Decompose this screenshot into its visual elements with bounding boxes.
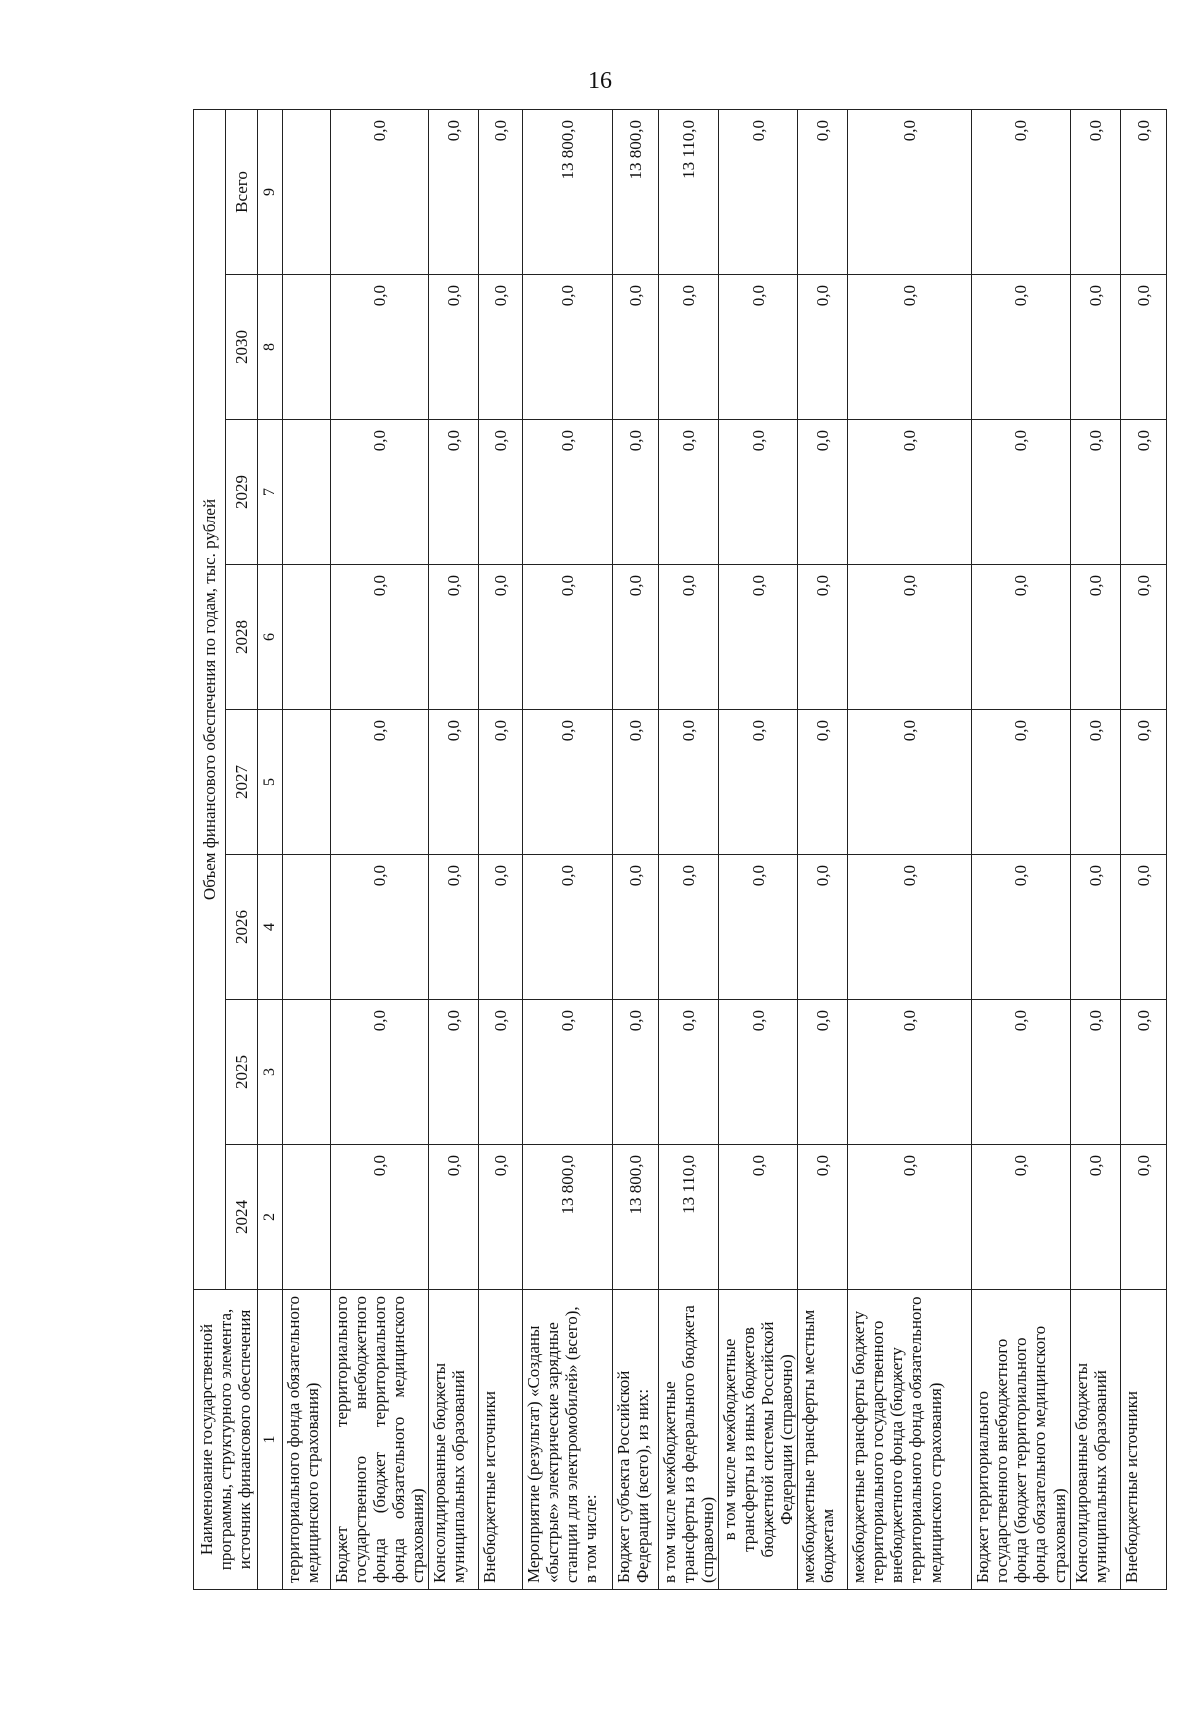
year-value-cell: 0,0 <box>1120 855 1166 1000</box>
year-value-cell: 0,0 <box>1070 855 1120 1000</box>
year-value-cell: 0,0 <box>848 1145 972 1290</box>
column-number: 7 <box>258 420 283 565</box>
year-value-cell: 0,0 <box>1120 565 1166 710</box>
rotated-table-frame <box>193 110 1153 1590</box>
column-number: 2 <box>258 1145 283 1290</box>
year-value-cell: 0,0 <box>429 855 479 1000</box>
name-column-header: Наименование государственной программы, структурного элемента, источник финансового обеспечения <box>194 1290 258 1590</box>
row-name: Бюджет территориального государственного внебюджетного фонда (бюджет территориального фонда обязательного медицинского страхования) <box>972 1290 1070 1590</box>
year-value-cell: 0,0 <box>848 565 972 710</box>
year-value-cell: 0,0 <box>331 710 429 855</box>
column-number: 9 <box>258 109 283 274</box>
year-header: 2024 <box>226 1145 258 1290</box>
year-value-cell: 0,0 <box>331 1000 429 1145</box>
row-name: Внебюджетные источники <box>479 1290 523 1590</box>
year-value-cell: 0,0 <box>1120 275 1166 420</box>
year-value-cell: 0,0 <box>429 565 479 710</box>
year-value-cell <box>283 855 331 1000</box>
year-value-cell <box>283 1145 331 1290</box>
year-header: 2027 <box>226 710 258 855</box>
total-cell: 0,0 <box>429 109 479 274</box>
year-value-cell: 0,0 <box>523 420 613 565</box>
financing-table <box>193 109 1167 1590</box>
row-name: межбюджетные трансферты местным бюджетам <box>798 1290 848 1590</box>
year-value-cell: 0,0 <box>798 855 848 1000</box>
year-value-cell: 0,0 <box>719 420 798 565</box>
row-name: Бюджет территориального государственного внебюджетного фонда (бюджет территориального фонда обязательного медицинского страхования) <box>331 1290 429 1590</box>
year-value-cell: 0,0 <box>719 710 798 855</box>
column-number: 8 <box>258 275 283 420</box>
year-value-cell: 0,0 <box>479 275 523 420</box>
year-value-cell: 0,0 <box>798 565 848 710</box>
year-header: 2029 <box>226 420 258 565</box>
total-cell: 0,0 <box>479 109 523 274</box>
total-cell: 13 800,0 <box>613 109 659 274</box>
year-value-cell: 0,0 <box>613 1000 659 1145</box>
year-value-cell: 0,0 <box>848 855 972 1000</box>
year-value-cell: 0,0 <box>659 420 719 565</box>
volume-header: Объем финансового обеспечения по годам, тыс. рублей <box>194 109 226 1289</box>
year-value-cell: 0,0 <box>972 855 1070 1000</box>
year-value-cell: 0,0 <box>659 710 719 855</box>
year-value-cell: 0,0 <box>429 1145 479 1290</box>
year-value-cell: 0,0 <box>479 565 523 710</box>
row-name: Консолидированные бюджеты муниципальных образований <box>429 1290 479 1590</box>
total-cell <box>283 109 331 274</box>
year-value-cell: 0,0 <box>659 1000 719 1145</box>
year-value-cell: 0,0 <box>429 710 479 855</box>
year-value-cell: 0,0 <box>331 275 429 420</box>
year-value-cell: 0,0 <box>331 1145 429 1290</box>
column-number: 6 <box>258 565 283 710</box>
year-value-cell: 0,0 <box>659 275 719 420</box>
column-number: 4 <box>258 855 283 1000</box>
year-value-cell: 0,0 <box>613 275 659 420</box>
row-name: межбюджетные трансферты бюджету территориального государственного внебюджетного фонда (бюджету территориального фонда обязательного медицинского страхования) <box>848 1290 972 1590</box>
year-header: 2026 <box>226 855 258 1000</box>
year-value-cell: 0,0 <box>972 565 1070 710</box>
year-value-cell: 0,0 <box>848 1000 972 1145</box>
year-value-cell: 0,0 <box>719 565 798 710</box>
table-row <box>429 109 479 1589</box>
year-value-cell: 0,0 <box>479 855 523 1000</box>
table-row <box>972 109 1070 1589</box>
year-value-cell: 13 800,0 <box>523 1145 613 1290</box>
row-name: Мероприятие (результат) «Созданы «быстрые» электрические зарядные станции для электромобилей» (всего), в том числе: <box>523 1290 613 1590</box>
table-row <box>848 109 972 1589</box>
year-value-cell <box>283 420 331 565</box>
row-name: Внебюджетные источники <box>1120 1290 1166 1590</box>
year-header: 2028 <box>226 565 258 710</box>
year-value-cell: 0,0 <box>1120 1000 1166 1145</box>
total-cell: 13 800,0 <box>523 109 613 274</box>
year-value-cell: 0,0 <box>479 1145 523 1290</box>
year-value-cell: 0,0 <box>331 855 429 1000</box>
year-value-cell: 0,0 <box>1070 565 1120 710</box>
year-value-cell: 13 800,0 <box>613 1145 659 1290</box>
year-value-cell: 0,0 <box>798 710 848 855</box>
total-cell: 0,0 <box>798 109 848 274</box>
year-header: 2030 <box>226 275 258 420</box>
year-value-cell: 0,0 <box>798 420 848 565</box>
row-name: Бюджет субъекта Российской Федерации (всего), из них: <box>613 1290 659 1590</box>
year-value-cell: 0,0 <box>331 565 429 710</box>
column-number: 5 <box>258 710 283 855</box>
year-value-cell <box>283 565 331 710</box>
year-value-cell: 0,0 <box>972 1145 1070 1290</box>
year-value-cell: 0,0 <box>719 275 798 420</box>
table-row <box>659 109 719 1589</box>
year-value-cell: 0,0 <box>613 710 659 855</box>
total-header: Всего <box>226 109 258 274</box>
year-value-cell: 0,0 <box>1070 275 1120 420</box>
year-value-cell: 0,0 <box>798 1000 848 1145</box>
page-number: 16 <box>588 68 612 94</box>
row-name: Консолидированные бюджеты муниципальных образований <box>1070 1290 1120 1590</box>
year-value-cell: 0,0 <box>798 1145 848 1290</box>
year-value-cell: 0,0 <box>1070 1000 1120 1145</box>
total-cell: 0,0 <box>719 109 798 274</box>
year-value-cell: 0,0 <box>1120 710 1166 855</box>
year-value-cell: 0,0 <box>848 420 972 565</box>
year-value-cell: 0,0 <box>1120 420 1166 565</box>
year-value-cell: 0,0 <box>523 710 613 855</box>
year-value-cell: 0,0 <box>719 1000 798 1145</box>
table-row <box>719 109 798 1589</box>
table-row <box>798 109 848 1589</box>
year-value-cell: 0,0 <box>613 855 659 1000</box>
total-cell: 0,0 <box>1120 109 1166 274</box>
year-value-cell: 0,0 <box>1070 1145 1120 1290</box>
year-value-cell: 0,0 <box>429 275 479 420</box>
year-value-cell: 0,0 <box>523 1000 613 1145</box>
row-name: в том числе межбюджетные трансферты из иных бюджетов бюджетной системы Российской Федерации (справочно) <box>719 1290 798 1590</box>
year-value-cell: 0,0 <box>613 565 659 710</box>
year-value-cell: 0,0 <box>429 420 479 565</box>
year-value-cell: 0,0 <box>659 565 719 710</box>
row-name: территориального фонда обязательного медицинского страхования) <box>283 1290 331 1590</box>
year-value-cell: 0,0 <box>972 420 1070 565</box>
total-cell: 0,0 <box>1070 109 1120 274</box>
year-value-cell: 0,0 <box>972 275 1070 420</box>
year-value-cell: 0,0 <box>479 710 523 855</box>
year-value-cell: 0,0 <box>429 1000 479 1145</box>
year-value-cell: 0,0 <box>1070 420 1120 565</box>
year-value-cell: 0,0 <box>613 420 659 565</box>
table-row <box>283 109 331 1589</box>
year-value-cell: 0,0 <box>719 855 798 1000</box>
table-row <box>523 109 613 1589</box>
column-number: 3 <box>258 1000 283 1145</box>
year-value-cell: 0,0 <box>798 275 848 420</box>
year-value-cell: 0,0 <box>479 1000 523 1145</box>
table-row <box>479 109 523 1589</box>
year-value-cell <box>283 1000 331 1145</box>
row-name: в том числе межбюджетные трансферты из федерального бюджета (справочно) <box>659 1290 719 1590</box>
year-value-cell: 0,0 <box>972 710 1070 855</box>
year-header: 2025 <box>226 1000 258 1145</box>
table-row <box>1070 109 1120 1589</box>
year-value-cell: 0,0 <box>972 1000 1070 1145</box>
year-value-cell: 0,0 <box>1120 1145 1166 1290</box>
year-value-cell: 0,0 <box>848 275 972 420</box>
year-value-cell <box>283 275 331 420</box>
year-value-cell: 0,0 <box>659 855 719 1000</box>
year-value-cell: 0,0 <box>1070 710 1120 855</box>
year-value-cell: 0,0 <box>719 1145 798 1290</box>
year-value-cell: 0,0 <box>479 420 523 565</box>
table-row <box>613 109 659 1589</box>
year-value-cell: 0,0 <box>523 565 613 710</box>
total-cell: 0,0 <box>331 109 429 274</box>
column-number: 1 <box>258 1290 283 1590</box>
total-cell: 0,0 <box>972 109 1070 274</box>
year-value-cell <box>283 710 331 855</box>
year-value-cell: 13 110,0 <box>659 1145 719 1290</box>
year-value-cell: 0,0 <box>523 275 613 420</box>
table-row <box>331 109 429 1589</box>
year-value-cell: 0,0 <box>331 420 429 565</box>
year-value-cell: 0,0 <box>523 855 613 1000</box>
year-value-cell: 0,0 <box>848 710 972 855</box>
total-cell: 0,0 <box>848 109 972 274</box>
total-cell: 13 110,0 <box>659 109 719 274</box>
table-row <box>1120 109 1166 1589</box>
